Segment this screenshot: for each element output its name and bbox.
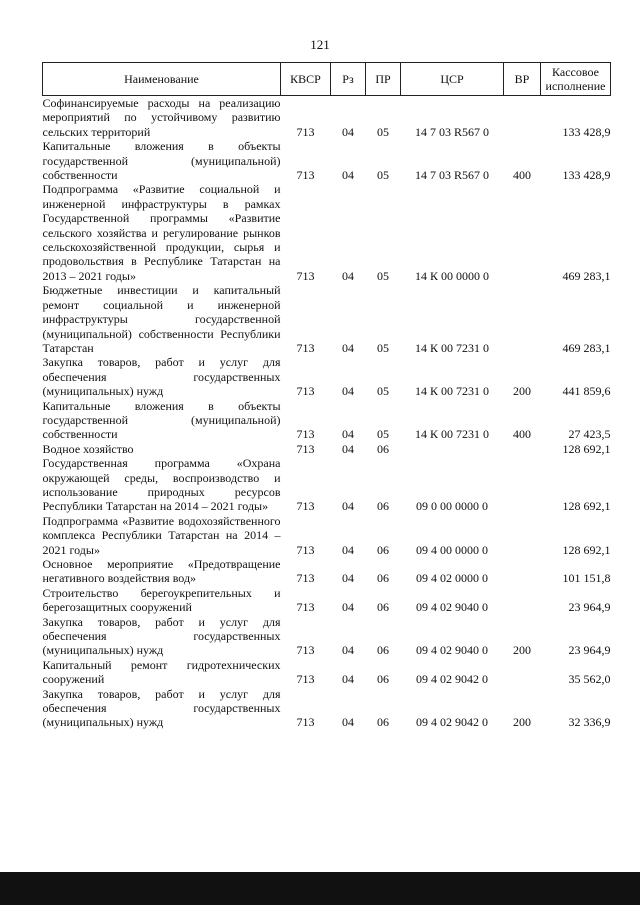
cell-amount: 128 692,1 bbox=[562, 542, 611, 557]
cell-pr: 05 bbox=[377, 427, 389, 442]
header-rz: Рз bbox=[331, 63, 366, 96]
cell-name: Водное хозяйство bbox=[42, 441, 134, 456]
cell-rz: 04 bbox=[342, 384, 354, 399]
cell-pr: 05 bbox=[377, 384, 389, 399]
cell-rz: 04 bbox=[342, 643, 354, 658]
table-row bbox=[43, 586, 611, 615]
cell-csr: 09 0 00 0000 0 bbox=[416, 499, 488, 514]
cell-name: Подпрограмма «Развитие водохозяйственного комплекса Республики Татарстан на 2014 – 2021 годы» bbox=[42, 513, 281, 557]
cell-name: Строительство берегоукрепительных и берегозащитных сооружений bbox=[42, 585, 281, 615]
cell-kvsr: 713 bbox=[296, 427, 315, 442]
cell-name: Бюджетные инвестиции и капитальный ремонт социальной и инженерной инфраструктуры государственной (муниципальной) собственности Республики Татарстан bbox=[42, 283, 281, 355]
cell-vr: 400 bbox=[513, 427, 531, 442]
cell-amount: 128 692,1 bbox=[562, 441, 611, 456]
cell-vr bbox=[504, 456, 541, 514]
cell-amount: 133 428,9 bbox=[562, 168, 611, 183]
cell-rz: 04 bbox=[342, 340, 354, 355]
cell-vr bbox=[504, 283, 541, 355]
cell-pr: 06 bbox=[377, 672, 389, 687]
cell-rz: 04 bbox=[342, 542, 354, 557]
header-amount: Кассовое исполнение bbox=[541, 63, 611, 96]
header-kvsr: КВСР bbox=[281, 63, 331, 96]
cell-amount: 441 859,6 bbox=[562, 384, 611, 399]
table-row bbox=[43, 283, 611, 355]
cell-name: Закупка товаров, работ и услуг для обеспечения государственных (муниципальных) нужд bbox=[42, 355, 281, 399]
cell-csr: 14 7 03 R567 0 bbox=[414, 124, 489, 139]
cell-vr: 200 bbox=[513, 715, 531, 730]
cell-csr: 09 4 02 9042 0 bbox=[416, 672, 488, 687]
cell-kvsr: 713 bbox=[296, 643, 315, 658]
cell-amount: 35 562,0 bbox=[568, 672, 611, 687]
cell-csr: 14 К 00 0000 0 bbox=[414, 268, 489, 283]
cell-pr: 06 bbox=[377, 499, 389, 514]
budget-table bbox=[42, 62, 611, 730]
cell-csr: 14 К 00 7231 0 bbox=[414, 384, 489, 399]
page-number: 121 bbox=[310, 37, 330, 52]
cell-rz: 04 bbox=[342, 571, 354, 586]
cell-pr: 06 bbox=[377, 643, 389, 658]
cell-kvsr: 713 bbox=[296, 600, 315, 615]
cell-name: Подпрограмма «Развитие социальной и инженерной инфраструктуры в рамках Государственной программы «Развитие сельского хозяйства и регулирование рынков сельскохозяйственной продукции, сырья и продовольствия в Республике Татарстан на 2013 – 2021 годы» bbox=[42, 182, 281, 283]
cell-kvsr: 713 bbox=[296, 499, 315, 514]
cell-csr: 09 4 02 9042 0 bbox=[416, 715, 488, 730]
cell-pr: 06 bbox=[377, 542, 389, 557]
cell-kvsr: 713 bbox=[296, 715, 315, 730]
cell-name: Государственная программа «Охрана окружающей среды, воспроизводство и использование природных ресурсов Республики Татарстан на 2014 – 2021 годы» bbox=[42, 456, 281, 514]
cell-pr: 05 bbox=[377, 268, 389, 283]
cell-vr bbox=[504, 514, 541, 557]
cell-csr: 14 К 00 7231 0 bbox=[414, 340, 489, 355]
cell-vr bbox=[504, 96, 541, 140]
scan-edge-bar bbox=[0, 872, 640, 905]
cell-name: Закупка товаров, работ и услуг для обеспечения государственных (муниципальных) нужд bbox=[42, 614, 281, 658]
cell-amount: 27 423,5 bbox=[568, 427, 611, 442]
table-row bbox=[43, 557, 611, 586]
cell-amount: 469 283,1 bbox=[562, 268, 611, 283]
cell-vr bbox=[504, 442, 541, 456]
cell-csr: 14 К 00 7231 0 bbox=[414, 427, 489, 442]
cell-amount: 101 151,8 bbox=[562, 571, 611, 586]
cell-amount: 23 964,9 bbox=[568, 600, 611, 615]
cell-csr: 09 4 02 0000 0 bbox=[416, 571, 488, 586]
cell-name: Закупка товаров, работ и услуг для обеспечения государственных (муниципальных) нужд bbox=[42, 686, 281, 730]
header-name: Наименование bbox=[43, 63, 281, 96]
cell-pr: 05 bbox=[377, 340, 389, 355]
cell-kvsr: 713 bbox=[296, 168, 315, 183]
table-header-row bbox=[43, 63, 611, 96]
cell-kvsr: 713 bbox=[296, 672, 315, 687]
table-row bbox=[43, 139, 611, 182]
cell-vr: 200 bbox=[513, 643, 531, 658]
cell-csr: 14 7 03 R567 0 bbox=[414, 168, 489, 183]
cell-kvsr: 713 bbox=[296, 571, 315, 586]
cell-rz: 04 bbox=[342, 441, 354, 456]
cell-kvsr: 713 bbox=[296, 384, 315, 399]
cell-csr: 09 4 02 9040 0 bbox=[416, 600, 488, 615]
cell-rz: 04 bbox=[342, 427, 354, 442]
cell-pr: 05 bbox=[377, 168, 389, 183]
cell-rz: 04 bbox=[342, 672, 354, 687]
cell-rz: 04 bbox=[342, 499, 354, 514]
table-row bbox=[43, 442, 611, 456]
cell-amount: 133 428,9 bbox=[562, 124, 611, 139]
table-row bbox=[43, 658, 611, 687]
cell-rz: 04 bbox=[342, 168, 354, 183]
header-pr: ПР bbox=[366, 63, 401, 96]
cell-csr: 09 4 02 9040 0 bbox=[416, 643, 488, 658]
cell-pr: 05 bbox=[377, 124, 389, 139]
table-row bbox=[43, 399, 611, 442]
cell-pr: 06 bbox=[377, 600, 389, 615]
table-row bbox=[43, 355, 611, 398]
cell-kvsr: 713 bbox=[296, 268, 315, 283]
cell-rz: 04 bbox=[342, 600, 354, 615]
table-row bbox=[43, 687, 611, 730]
cell-amount: 128 692,1 bbox=[562, 499, 611, 514]
cell-pr: 06 bbox=[377, 571, 389, 586]
cell-rz: 04 bbox=[342, 715, 354, 730]
table-row bbox=[43, 514, 611, 557]
cell-amount: 23 964,9 bbox=[568, 643, 611, 658]
cell-amount: 32 336,9 bbox=[568, 715, 611, 730]
cell-kvsr: 713 bbox=[296, 340, 315, 355]
cell-csr bbox=[401, 442, 504, 456]
table-row bbox=[43, 182, 611, 283]
table-row bbox=[43, 96, 611, 140]
cell-kvsr: 713 bbox=[296, 124, 315, 139]
table-body bbox=[43, 96, 611, 730]
cell-name: Капитальные вложения в объекты государственной (муниципальной) собственности bbox=[42, 398, 281, 442]
cell-vr: 200 bbox=[513, 384, 531, 399]
cell-kvsr: 713 bbox=[296, 542, 315, 557]
header-vr: ВР bbox=[504, 63, 541, 96]
cell-csr: 09 4 00 0000 0 bbox=[416, 542, 488, 557]
cell-name: Капитальный ремонт гидротехнических сооружений bbox=[42, 657, 281, 687]
cell-name: Основное мероприятие «Предотвращение негативного воздействия вод» bbox=[42, 557, 281, 586]
cell-kvsr: 713 bbox=[296, 441, 315, 456]
table-row bbox=[43, 615, 611, 658]
cell-rz: 04 bbox=[342, 268, 354, 283]
cell-rz: 04 bbox=[342, 124, 354, 139]
cell-vr: 400 bbox=[513, 168, 531, 183]
cell-pr: 06 bbox=[377, 715, 389, 730]
cell-vr bbox=[504, 182, 541, 283]
cell-pr: 06 bbox=[377, 441, 389, 456]
cell-vr bbox=[504, 658, 541, 687]
cell-amount: 469 283,1 bbox=[562, 340, 611, 355]
cell-vr bbox=[504, 557, 541, 586]
table-row bbox=[43, 456, 611, 514]
header-csr: ЦСР bbox=[401, 63, 504, 96]
cell-vr bbox=[504, 586, 541, 615]
cell-name: Капитальные вложения в объекты государственной (муниципальной) собственности bbox=[42, 139, 281, 183]
cell-name: Софинансируемые расходы на реализацию мероприятий по устойчивому развитию сельских территорий bbox=[42, 96, 281, 139]
